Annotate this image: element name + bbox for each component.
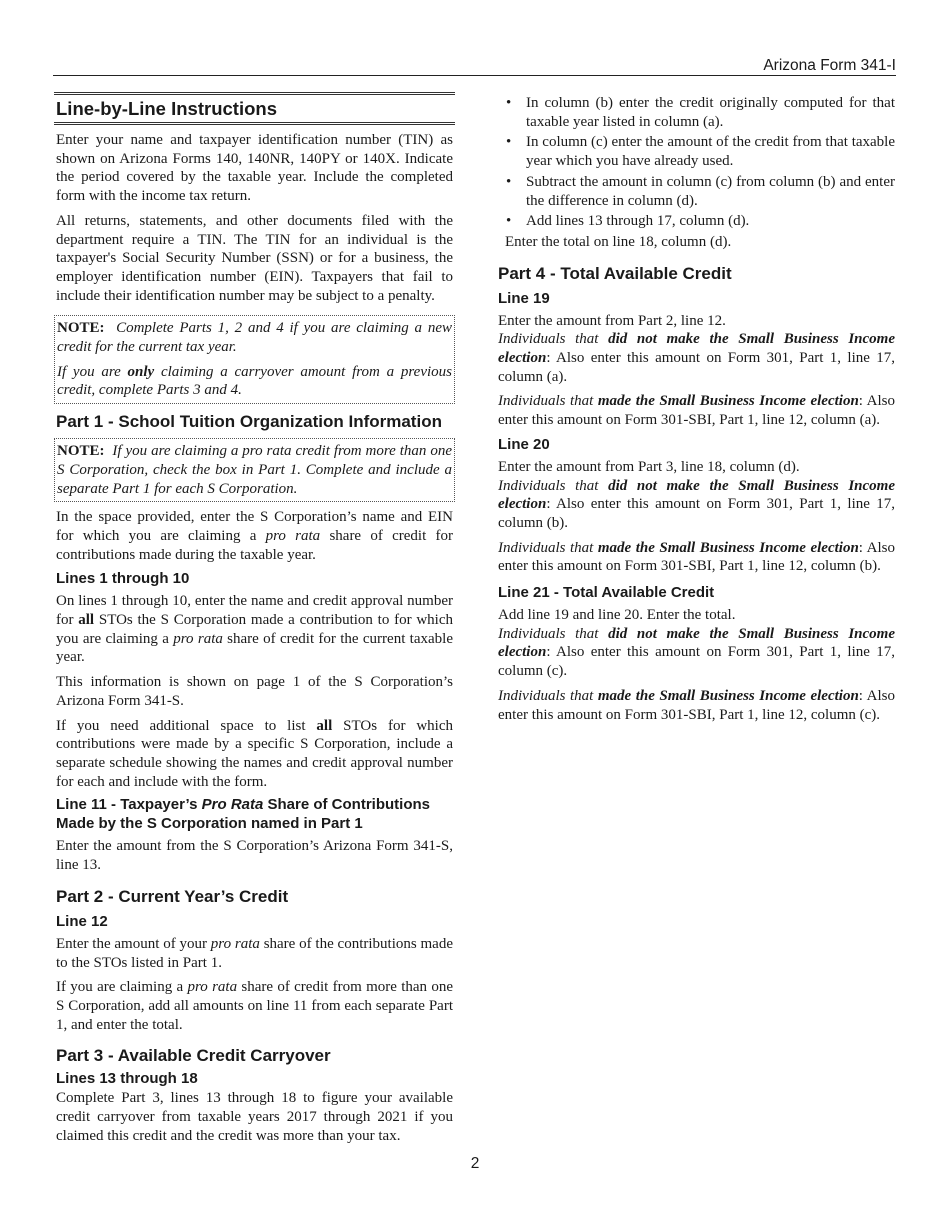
note-paragraph bbox=[57, 319, 452, 356]
note-paragraph bbox=[57, 442, 452, 498]
text-run: If you need additional space to list bbox=[56, 717, 317, 734]
line-11-paragraph: Enter the amount from the S Corporation’s Arizona Form 341-S, line 13. bbox=[56, 838, 453, 874]
text-bold: all bbox=[316, 717, 333, 734]
bullet-icon: • bbox=[506, 173, 512, 190]
line-11-title bbox=[56, 795, 453, 833]
text-bold-italic: made the Small Business Income election bbox=[597, 687, 859, 704]
part1-title: Part 1 - School Tuition Organization Information bbox=[56, 412, 442, 432]
part1-paragraph bbox=[56, 508, 453, 564]
bullet-icon: • bbox=[506, 95, 512, 111]
text-run: share of credit for contributions made during the taxable year. bbox=[56, 527, 453, 563]
line-19-paragraph: Enter the amount from Part 2, line 12. bbox=[498, 312, 726, 329]
line-12-title: Line 12 bbox=[56, 912, 108, 930]
text-run: share of the contributions made to the STOs listed in Part 1. bbox=[56, 935, 453, 971]
note-box bbox=[54, 315, 455, 404]
text-run: STOs the S Corporation made a contribution to for which you are claiming a bbox=[56, 612, 453, 647]
bullet-text: Subtract the amount in column (c) from column (b) and enter the difference in column (d). bbox=[526, 173, 895, 209]
text-run: : Also enter this amount on Form 301, Part 1, line 17, column (b). bbox=[498, 496, 895, 531]
note-emphasis: only bbox=[127, 363, 155, 380]
text-bold-italic: did not make the Small Business Income election bbox=[498, 331, 895, 367]
text-run: : Also enter this amount on Form 301-SBI, Part 1, line 12, column (a). bbox=[498, 393, 895, 429]
text-bold: all bbox=[78, 612, 95, 629]
line-12-paragraph-2 bbox=[56, 978, 453, 1034]
text-italic: Individuals that bbox=[498, 477, 609, 494]
text-italic: pro rata bbox=[173, 630, 223, 647]
bullet-list bbox=[498, 94, 895, 231]
lines-1-10-title: Lines 1 through 10 bbox=[56, 570, 190, 588]
line-20-sbi bbox=[498, 539, 895, 576]
line-19-no-sbi bbox=[498, 330, 895, 386]
text-run: Share of Contributions Made by the S Corporation named in Part 1 bbox=[56, 796, 430, 833]
text-italic: Individuals that bbox=[498, 331, 609, 348]
text-run: In the space provided, enter the S Corporation’s name and EIN for which you are claiming a bbox=[56, 509, 453, 544]
text-italic: pro rata bbox=[210, 935, 260, 952]
bullet-item bbox=[498, 133, 895, 170]
text-italic: pro rata bbox=[187, 979, 238, 996]
text-run: : Also enter this amount on Form 301, Part 1, line 17, column (c). bbox=[498, 644, 895, 680]
header-rule bbox=[53, 75, 896, 76]
form-header-title: Arizona Form 341-I bbox=[763, 57, 896, 74]
line-20-paragraph: Enter the amount from Part 3, line 18, column (d). bbox=[498, 458, 800, 475]
text-italic: Individuals that bbox=[498, 393, 598, 410]
part2-title: Part 2 - Current Year’s Credit bbox=[56, 886, 289, 906]
text-run: Enter the amount of your bbox=[56, 935, 211, 952]
note-label: NOTE: bbox=[57, 320, 105, 337]
text-italic: Pro Rata bbox=[201, 796, 264, 814]
note-paragraph bbox=[57, 363, 452, 400]
note-text: claiming a carryover amount from a previous credit, complete Parts 3 and 4. bbox=[57, 363, 452, 399]
line-20-title: Line 20 bbox=[498, 435, 550, 453]
line-19-title: Line 19 bbox=[498, 289, 550, 307]
text-run: : Also enter this amount on Form 301, Part 1, line 17, column (a). bbox=[498, 350, 895, 385]
part1-note-box bbox=[54, 438, 455, 502]
text-run: : Also enter this amount on Form 301-SBI, Part 1, line 12, column (c). bbox=[498, 687, 895, 723]
text-italic: Individuals that bbox=[498, 625, 609, 642]
page-number: 2 bbox=[470, 1155, 480, 1172]
text-run: STOs for which contributions were made by a specific S Corporation, include a separate schedule showing the names and credit approval number for each and include with the form. bbox=[56, 717, 453, 790]
left-column bbox=[56, 92, 453, 1145]
text-run: On lines 1 through 10, enter the name and credit approval number for bbox=[56, 593, 453, 629]
text-run: share of credit from more than one S Corporation, add all amounts on line 11 from each separate Part 1, and enter the total. bbox=[56, 979, 453, 1033]
text-run: If you are claiming a bbox=[56, 979, 188, 996]
text-run: : Also enter this amount on Form 301-SBI, Part 1, line 12, column (b). bbox=[498, 539, 895, 575]
lines-1-10-info-paragraph: This information is shown on page 1 of the S Corporation’s Arizona Form 341-S. bbox=[56, 674, 453, 709]
part3-title: Part 3 - Available Credit Carryover bbox=[56, 1046, 331, 1066]
bullet-summary: Enter the total on line 18, column (d). bbox=[505, 233, 732, 250]
text-bold-italic: made the Small Business Income election bbox=[597, 539, 859, 556]
part4-title: Part 4 - Total Available Credit bbox=[498, 263, 732, 283]
text-bold-italic: did not make the Small Business Income election bbox=[498, 477, 895, 513]
bullet-text: Add lines 13 through 17, column (d). bbox=[526, 213, 750, 230]
bullet-text: In column (c) enter the amount of the credit from that taxable year which you have already used. bbox=[526, 134, 895, 170]
line-21-sbi bbox=[498, 687, 895, 724]
bullet-icon: • bbox=[506, 134, 512, 151]
note-label: NOTE: bbox=[57, 443, 105, 460]
line-21-paragraph: Add line 19 and line 20. Enter the total. bbox=[498, 607, 736, 624]
lines-1-10-paragraph bbox=[56, 592, 453, 667]
lines-1-10-additional-paragraph bbox=[56, 717, 453, 792]
line-21-no-sbi bbox=[498, 625, 895, 681]
line-20-no-sbi bbox=[498, 477, 895, 533]
note-text: If you are bbox=[57, 363, 128, 380]
text-italic: Individuals that bbox=[498, 687, 598, 704]
bullet-icon: • bbox=[506, 213, 512, 230]
text-run: share of credit for the current taxable year. bbox=[56, 630, 453, 666]
lines-13-18-paragraph: Complete Part 3, lines 13 through 18 to figure your available credit carryover from taxable years 2017 through 2021 if you claimed this credit and the credit was more than your tax. bbox=[56, 1090, 453, 1144]
tin-paragraph: All returns, statements, and other documents filed with the department require a TIN. The TIN for an individual is the taxpayer's Social Security Number (SSN) or for a business, the employer identification number (EIN). Taxpayers that fail to include their identification number may be subject to a penalty. bbox=[56, 212, 453, 304]
note-text: If you are claiming a pro rata credit from more than one S Corporation, check the box in Part 1. Complete and include a separate Part 1 for each S Corporation. bbox=[57, 443, 452, 497]
intro-paragraph: Enter your name and taxpayer identification number (TIN) as shown on Arizona Forms 140, 140NR, 140PY or 140X. Indicate the period covered by the taxable year. Include the completed form with the income tax return. bbox=[56, 132, 453, 205]
text-run: Line 11 - Taxpayer’s bbox=[56, 796, 202, 814]
line-21-title: Line 21 - Total Available Credit bbox=[498, 584, 715, 602]
text-italic: Individuals that bbox=[498, 539, 598, 556]
text-italic: pro rata bbox=[265, 527, 321, 544]
bullet-text: In column (b) enter the credit originally computed for that taxable year listed in column (a). bbox=[526, 95, 895, 130]
bullet-item bbox=[498, 94, 895, 131]
line-19-sbi bbox=[498, 392, 895, 429]
text-bold-italic: did not make the Small Business Income election bbox=[498, 625, 895, 661]
note-text: Complete Parts 1, 2 and 4 if you are claiming a new credit for the current tax year. bbox=[57, 320, 452, 356]
text-bold-italic: made the Small Business Income election bbox=[597, 393, 859, 410]
lines-13-18-title: Lines 13 through 18 bbox=[56, 1070, 198, 1088]
line-12-paragraph bbox=[56, 935, 453, 972]
bullet-item bbox=[498, 212, 895, 231]
section-title: Line-by-Line Instructions bbox=[54, 92, 455, 125]
bullet-item bbox=[498, 173, 895, 210]
right-column bbox=[498, 94, 895, 724]
